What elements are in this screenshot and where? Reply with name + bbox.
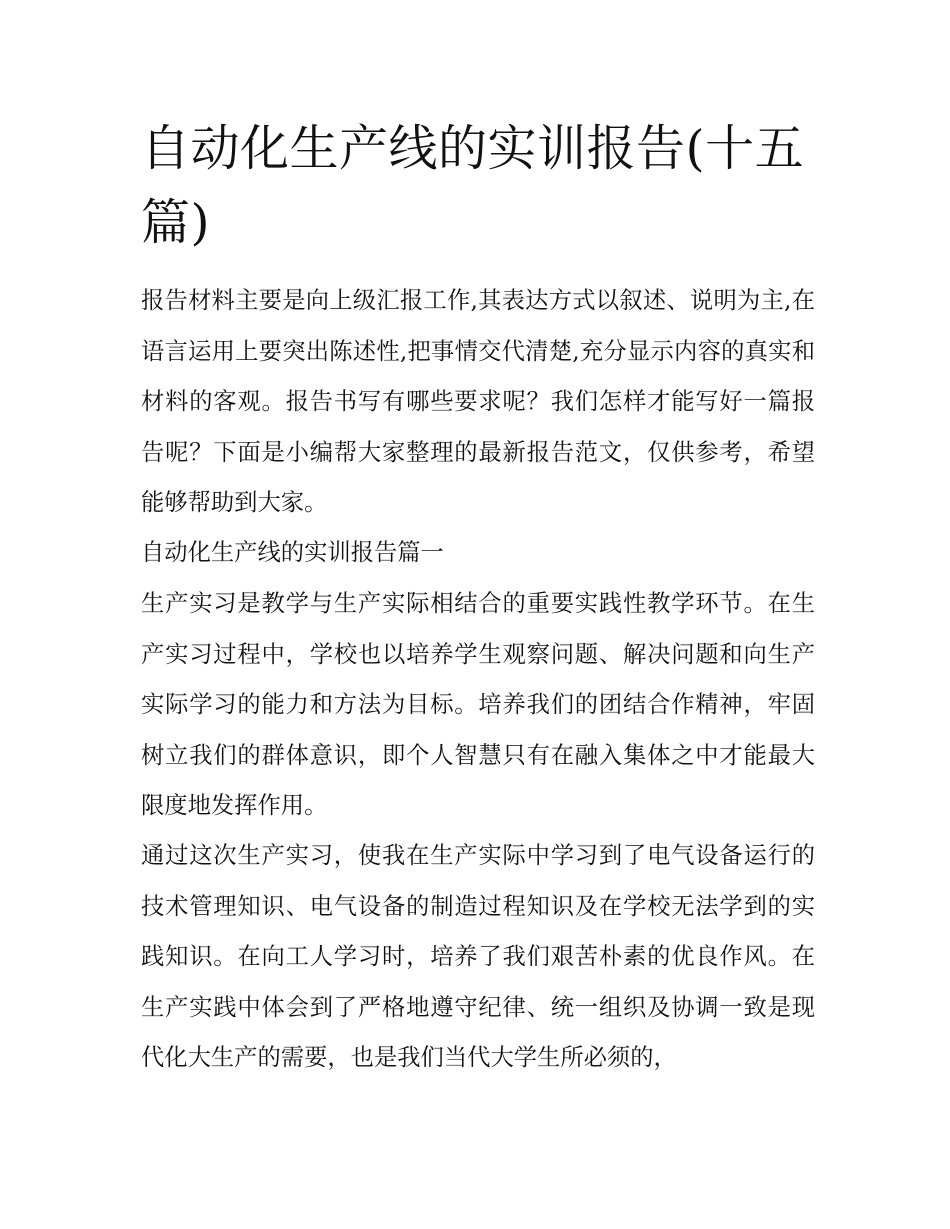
document-title: 自动化生产线的实训报告(十五篇) (141, 120, 805, 251)
body-paragraph: 生产实习是教学与生产实际相结合的重要实践性教学环节。在生产实习过程中，学校也以培养学生观察问题、解决问题和向生产实际学习的能力和方法为目标。培养我们的团结合作精神，牢固树立我们的群体意识，即个人智慧只有在融入集体之中才能最大限度地发挥作用。 (141, 590, 815, 819)
section-heading: 自动化生产线的实训报告篇一 (141, 539, 444, 566)
intro-paragraph: 报告材料主要是向上级汇报工作,其表达方式以叙述、说明为主,在语言运用上要突出陈述性,把事情交代清楚,充分显示内容的真实和材料的客观。报告书写有哪些要求呢？我们怎样才能写好一篇报告呢？下面是小编帮大家整理的最新报告范文，仅供参考，希望能够帮助到大家。 (141, 287, 815, 516)
body-paragraph: 通过这次生产实习，使我在生产实际中学习到了电气设备运行的技术管理知识、电气设备的制造过程知识及在学校无法学到的实践知识。在向工人学习时，培养了我们艰苦朴素的优良作风。在生产实践中体会到了严格地遵守纪律、统一组织及协调一致是现代化大生产的需要，也是我们当代大学生所必须的， (141, 842, 815, 1071)
